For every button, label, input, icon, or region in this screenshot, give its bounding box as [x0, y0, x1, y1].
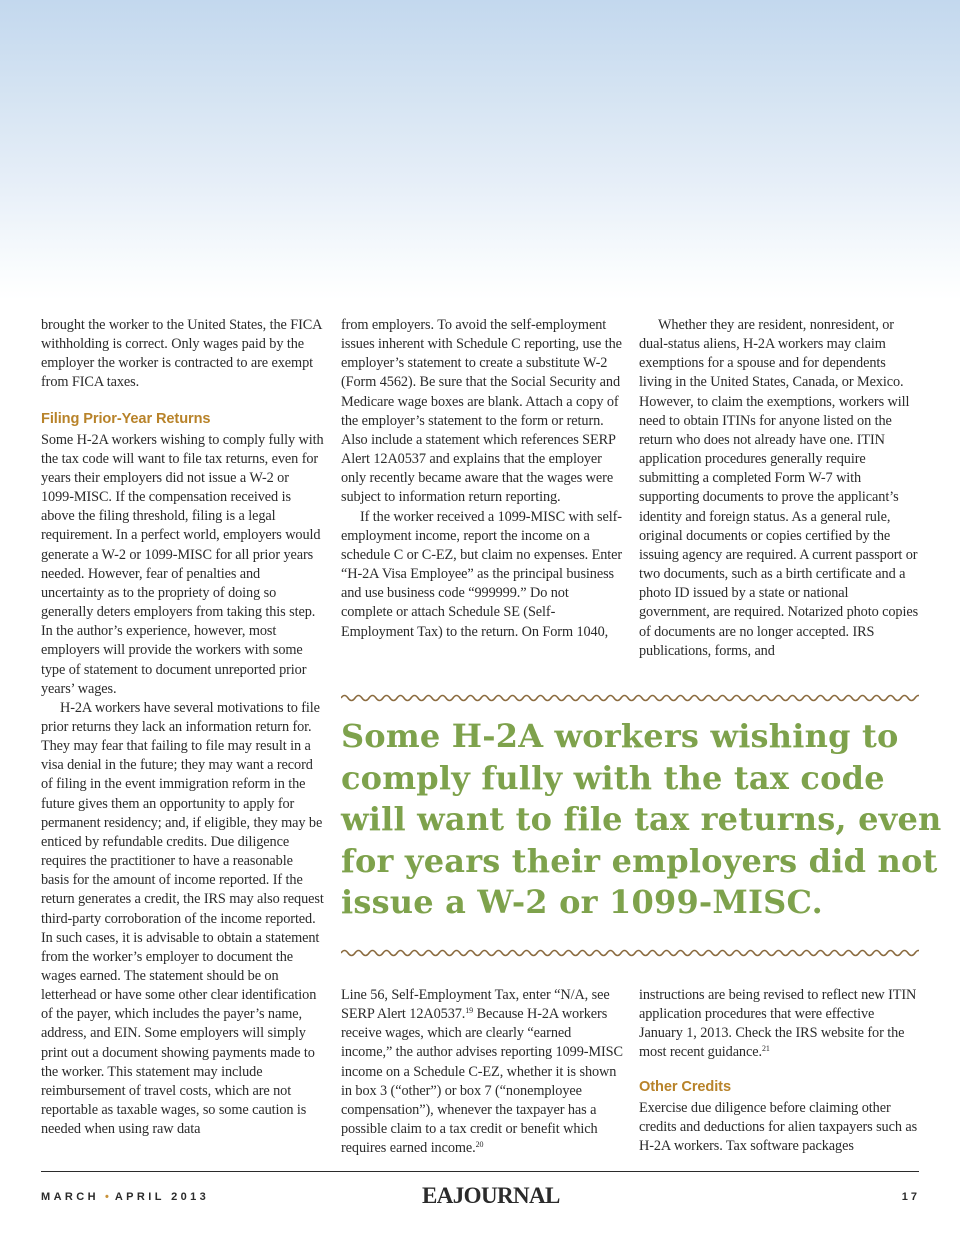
footer-rule	[41, 1171, 919, 1172]
page-number: 17	[901, 1191, 920, 1203]
right-column-top	[639, 316, 920, 661]
pull-quote-line: issue a W-2 or 1099-MISC.	[341, 883, 823, 921]
other-credits-heading: Other Credits	[639, 1078, 731, 1095]
footnote-21: 21	[761, 1044, 770, 1054]
footnote-19: 19	[465, 1006, 474, 1016]
middle-column-top	[341, 316, 623, 642]
sky-header-image	[0, 0, 960, 300]
issue-month-2: APRIL 2013	[114, 1191, 210, 1203]
middle-bottom-paragraph	[341, 986, 623, 1158]
pull-quote-line: comply fully with the tax code	[341, 758, 885, 797]
pull-quote-line: will want to file tax returns, even	[341, 800, 942, 838]
ea-journal-logo: EAJOURNAL	[422, 1183, 560, 1208]
date-separator-dot: •	[104, 1191, 109, 1203]
left-paragraph-1: brought the worker to the United States, the FICA withholding is correct. Only wages paid by the employer the worker is contracted to are exempt from FICA taxes.	[41, 317, 322, 391]
middle-bottom-text-a: Line 56, Self-Employment Tax, enter “N/A, see SERP Alert 12A0537.	[341, 987, 610, 1023]
left-column	[41, 316, 324, 1139]
pull-quote	[341, 716, 941, 924]
middle-column-bottom	[341, 986, 623, 1158]
filing-prior-year-heading: Filing Prior-Year Returns	[41, 410, 211, 427]
right-bottom-paragraph-1	[639, 986, 920, 1063]
wavy-divider-top	[341, 692, 919, 704]
right-bottom-paragraph-2: Exercise due diligence before claiming other credits and deductions for alien taxpayers such as H-2A workers. Tax software packages	[639, 1099, 918, 1154]
left-paragraph-3: H-2A workers have several motivations to file prior returns they lack an information return for. They may fear that failing to file may result in a visa denial in the future; they may want a record of filing in the event immigration reform in the future gives them an opportunity to apply for permanent residency; and, if eligible, they may be enticed by refundable credits. Due diligence requires the practitioner to have a reasonable basis for the amount of income reported. If the return generates a credit, the IRS may also request third-party corroboration of the income reported. In such cases, it is advisable to obtain a statement from the worker’s employer to document the wages earned. The statement should be on letterhead or have some other clear identification of the payer, which includes the payer’s name, address, and EIN. Some employers will simply print out a document showing payments made to the worker. This statement may include reimbursement of travel costs, which are not reportable as taxable wages, so some caution is needed when using raw data	[41, 699, 324, 1138]
wavy-divider-bottom	[341, 947, 919, 959]
pull-quote-line: for years their employers did not	[341, 841, 938, 880]
right-bottom-text-a: instructions are being revised to reflect new ITIN application procedures that were effective January 1, 2013. Check the IRS website for the most recent guidance.	[639, 987, 917, 1061]
left-paragraph-2: Some H-2A workers wishing to comply fully with the tax code will want to file tax returns, even for years their employers did not issue a W-2 or 1099-MISC. If the compensation received is above the filing threshold, filing is a legal requirement. In a perfect world, employers would generate a W-2 or 1099-MISC for all prior years needed. However, fear of penalties and uncertainty as to the propriety of doing so generally deters employers from taking this step. In the author’s experience, however, most employers will provide the workers with some type of statement to document unreported prior years’ wages.	[41, 431, 324, 697]
right-paragraph-1: Whether they are resident, nonresident, or dual-status aliens, H-2A workers may claim exemptions for a spouse and for dependents living in the United States, Canada, or Mexico. However, to claim the exemptions, workers will need to obtain ITINs for anyone listed on the return who does not already have one. ITIN application procedures generally require submitting a completed Form W-7 with supporting documents to prove the applicant’s identity and foreign status. As a general rule, original documents or copies certified by the issuing agency are required. A current passport or two documents, such as a birth certificate and a photo ID issued by a state or national government, are required. Notarized photo copies of documents are no longer accepted. IRS publications, forms, and	[639, 317, 919, 659]
middle-bottom-text-b: Because H-2A workers receive wages, which are clearly “earned income,” the author advises reporting 1099-MISC income on a Schedule C-EZ, whether it is shown in box 3 (“other”) or box 7 (“nonemployee compensation”), whenever the taxpayer has a possible claim to a tax credit or benefit which requires earned income.	[341, 1006, 623, 1157]
middle-paragraph-2: If the worker received a 1099-MISC with self-employment income, report the income on a schedule C or C-EZ, but claim no expenses. Enter “H-2A Visa Employee” as the principal business and use business code “999999.” Do not complete or attach Schedule SE (Self-Employment Tax) to the return. On Form 1040,	[341, 508, 623, 640]
issue-date	[41, 1191, 209, 1203]
footnote-20: 20	[475, 1140, 484, 1150]
pull-quote-line: Some H-2A workers wishing to	[341, 717, 899, 755]
issue-month-1: MARCH	[41, 1191, 99, 1203]
right-column-bottom	[639, 986, 920, 1156]
middle-paragraph-1: from employers. To avoid the self-employment issues inherent with Schedule C reporting, use the employer’s statement to create a substitute W-2 (Form 4562). Be sure that the Social Security and Medicare wage boxes are blank. Attach a copy of the employer’s statement to the form or return. Also include a statement which references SERP Alert 12A0537 and explains that the employer only recently became aware that the wages were subject to information return reporting.	[341, 317, 622, 506]
